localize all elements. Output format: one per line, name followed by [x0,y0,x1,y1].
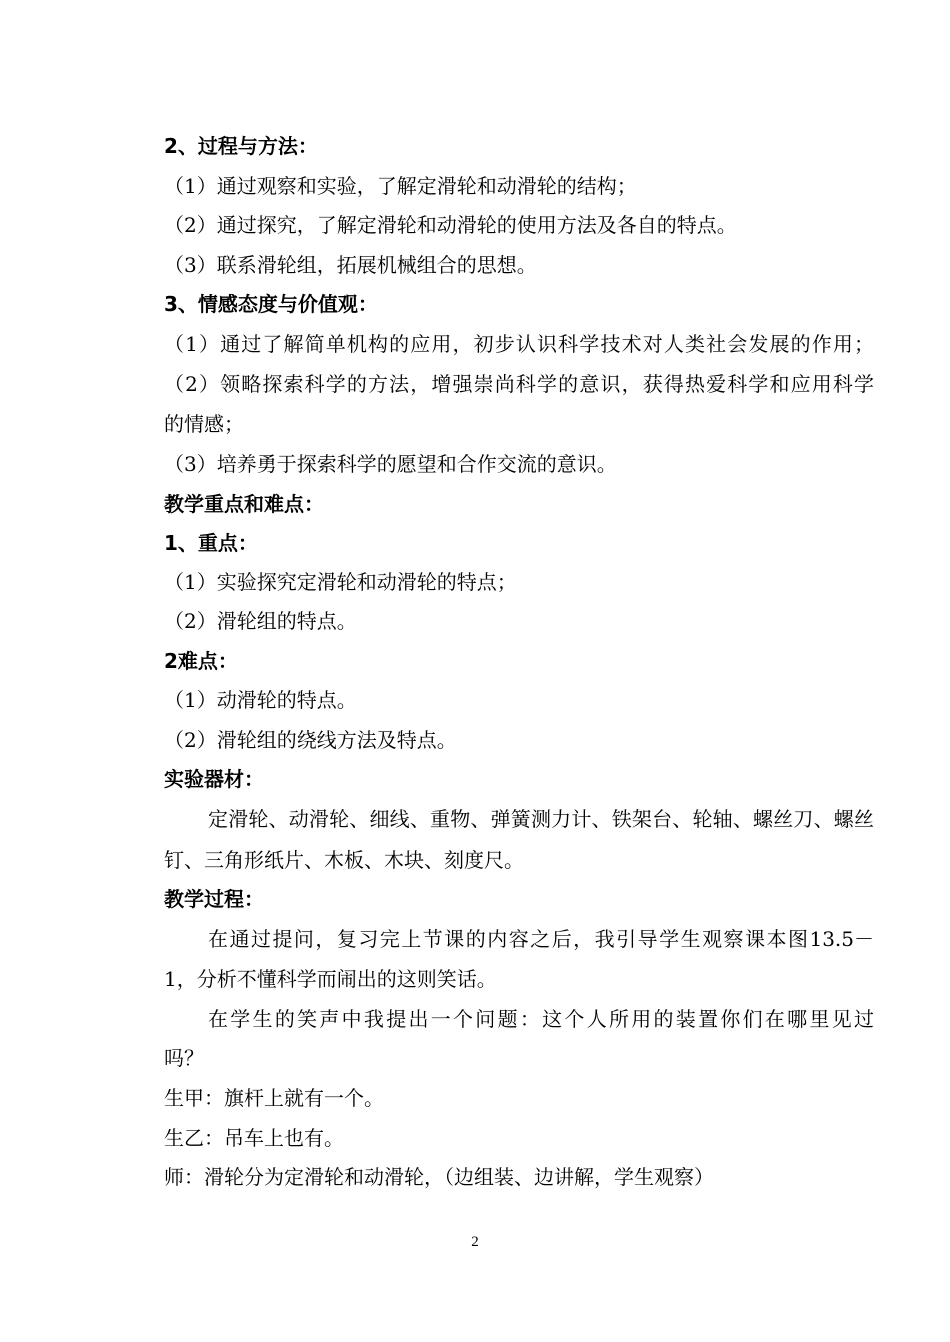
text-line: （2）滑轮组的绕线方法及特点。 [164,728,457,752]
text-line: （2）滑轮组的特点。 [164,609,357,633]
text-line: （1）通过了解简单机构的应用，初步认识科学技术对人类社会发展的作用； [164,332,874,356]
text-line: （3）培养勇于探索科学的愿望和合作交流的意识。 [164,452,617,476]
heading-emotion-values: 3、情感态度与价值观： [164,292,378,316]
text-line: 生甲：旗杆上就有一个。 [164,1086,384,1110]
heading-difficulty: 2难点： [164,649,238,673]
text-line: 吗？ [164,1046,204,1070]
text-line: 钉、三角形纸片、木板、木块、刻度尺。 [164,848,524,872]
heading-teaching-process: 教学过程： [164,887,264,911]
text-line: 的情感； [164,412,244,436]
text-line: （1）通过观察和实验，了解定滑轮和动滑轮的结构； [164,174,637,198]
text-line: 在通过提问，复习完上节课的内容之后，我引导学生观察课本图13.5－ [208,927,874,951]
heading-focus: 1、重点： [164,531,258,555]
text-line: （2）领略探索科学的方法，增强崇尚科学的意识，获得热爱科学和应用科学 [164,372,874,396]
heading-key-points: 教学重点和难点： [164,492,324,516]
text-line: （1）动滑轮的特点。 [164,688,357,712]
text-line: （3）联系滑轮组，拓展机械组合的思想。 [164,253,537,277]
text-line: 在学生的笑声中我提出一个问题：这个人所用的装置你们在哪里见过 [208,1007,874,1031]
text-line: 定滑轮、动滑轮、细线、重物、弹簧测力计、铁架台、轮轴、螺丝刀、螺丝 [208,807,874,831]
text-line: 师：滑轮分为定滑轮和动滑轮，（边组装、边讲解，学生观察） [164,1165,714,1189]
text-line: （2）通过探究，了解定滑轮和动滑轮的使用方法及各自的特点。 [164,213,737,237]
text-line: （1）实验探究定滑轮和动滑轮的特点； [164,570,517,594]
heading-materials: 实验器材： [164,767,264,791]
text-line: 生乙：吊车上也有。 [164,1126,344,1150]
text-line: 1，分析不懂科学而闹出的这则笑话。 [164,967,497,991]
page-number: 2 [471,1234,479,1250]
heading-process-methods: 2、过程与方法： [164,134,318,158]
